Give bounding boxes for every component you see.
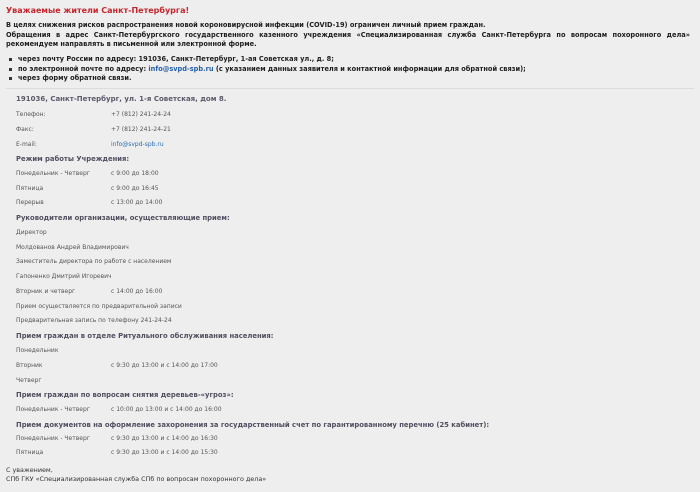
fax-label: Факс: <box>16 126 34 133</box>
list-item <box>6 55 690 65</box>
phone-value: +7 (812) 241-24-24 <box>111 111 171 118</box>
notice-line-2: Обращения в адрес Санкт-Петербургского государственного казенного учреждения «Специализированная служба Санкт-Петербурга по вопросам похоронного дела» рекомендуем направлять в письменной или электронной форме. <box>6 30 690 48</box>
hours-break-label: Перерыв <box>16 199 44 206</box>
contact-methods-list <box>6 55 690 84</box>
heads-days-label: Вторник и четверг <box>16 288 76 295</box>
contacts-card <box>6 88 694 459</box>
burial-heading: Прием документов на оформление захоронения за государственный счет по гарантированному перечню (25 кабинет): <box>16 421 490 429</box>
email-method-prefix: по электронной почте по адресу: <box>18 64 149 73</box>
address: 191036, Санкт-Петербург, ул. 1-я Советская, дом 8. <box>16 95 227 103</box>
trees-heading: Прием граждан по вопросам снятия деревьев-«угроз»: <box>16 391 234 399</box>
signature-org: СПб ГКУ «Специализированная служба СПб по вопросам похоронного дела» <box>6 475 267 483</box>
bullet-icon <box>9 77 12 80</box>
signature <box>6 466 266 484</box>
appointment-note: Прием осуществляется по предварительной записи <box>16 303 182 310</box>
list-item <box>6 65 690 75</box>
post-method-text: через почту России по адресу: 191036, Санкт-Петербург, 1-ая Советская ул., д. 8; <box>18 55 334 63</box>
ritual-tue-time: с 9:30 до 13:00 и с 14:00 до 17:00 <box>111 362 218 369</box>
burial-mon-thu-time: с 9:30 до 13:00 и с 14:00 до 16:30 <box>111 435 218 442</box>
signature-greeting: С уважением, <box>6 466 53 474</box>
covid-notice <box>6 21 690 50</box>
phone-label: Телефон: <box>16 111 46 118</box>
email-link[interactable]: info@svpd-spb.ru <box>111 141 164 148</box>
bullet-icon <box>9 68 12 71</box>
feedback-form-text: через форму обратной связи. <box>18 74 132 82</box>
director-name: Молдованов Андрей Владимирович <box>16 244 129 251</box>
list-item <box>6 74 690 84</box>
hours-mon-thu-value: с 9:00 до 18:00 <box>111 170 159 177</box>
ritual-mon-label: Понедельник <box>16 347 59 354</box>
email-method-link[interactable]: info@svpd-spb.ru <box>148 64 214 73</box>
deputy-role: Заместитель директора по работе с населением <box>16 258 172 265</box>
email-method-suffix: (с указанием данных заявителя и контактной информации для обратной связи); <box>213 64 526 73</box>
burial-fri-label: Пятница <box>16 449 44 456</box>
hours-fri-value: с 9:00 до 16:45 <box>111 185 159 192</box>
hours-heading: Режим работы Учреждения: <box>16 155 130 163</box>
burial-mon-thu-label: Понедельник - Четверг <box>16 435 90 442</box>
notice-line-1: В целях снижения рисков распространения новой короновирусной инфекции (COVID-19) ограничен личный прием граждан. <box>6 21 486 29</box>
heads-days-time: с 14:00 до 16:00 <box>111 288 163 295</box>
appointment-phone-note: Предварительная запись по телефону 241-24-24 <box>16 317 172 324</box>
hours-break-value: с 13:00 до 14:00 <box>111 199 163 206</box>
ritual-thu-label: Четверг <box>16 377 42 384</box>
heads-heading: Руководители организации, осуществляющие прием: <box>16 214 230 222</box>
director-role: Директор <box>16 229 47 236</box>
ritual-tue-label: Вторник <box>16 362 43 369</box>
ritual-heading: Прием граждан в отделе Ритуального обслуживания населения: <box>16 332 274 340</box>
trees-label: Понедельник - Четверг <box>16 406 90 413</box>
hours-mon-thu-label: Понедельник - Четверг <box>16 170 90 177</box>
email-label: E-mail: <box>16 141 37 148</box>
trees-time: с 10:00 до 13:00 и с 14:00 до 16:00 <box>111 406 222 413</box>
deputy-name: Гапоненко Дмитрий Игоревич <box>16 273 112 280</box>
hours-fri-label: Пятница <box>16 185 44 192</box>
fax-value: +7 (812) 241-24-21 <box>111 126 171 133</box>
burial-fri-time: с 9:30 до 13:00 и с 14:00 до 15:30 <box>111 449 218 456</box>
bullet-icon <box>9 58 12 61</box>
page-title: Уважаемые жители Санкт-Петербурга! <box>6 6 190 15</box>
